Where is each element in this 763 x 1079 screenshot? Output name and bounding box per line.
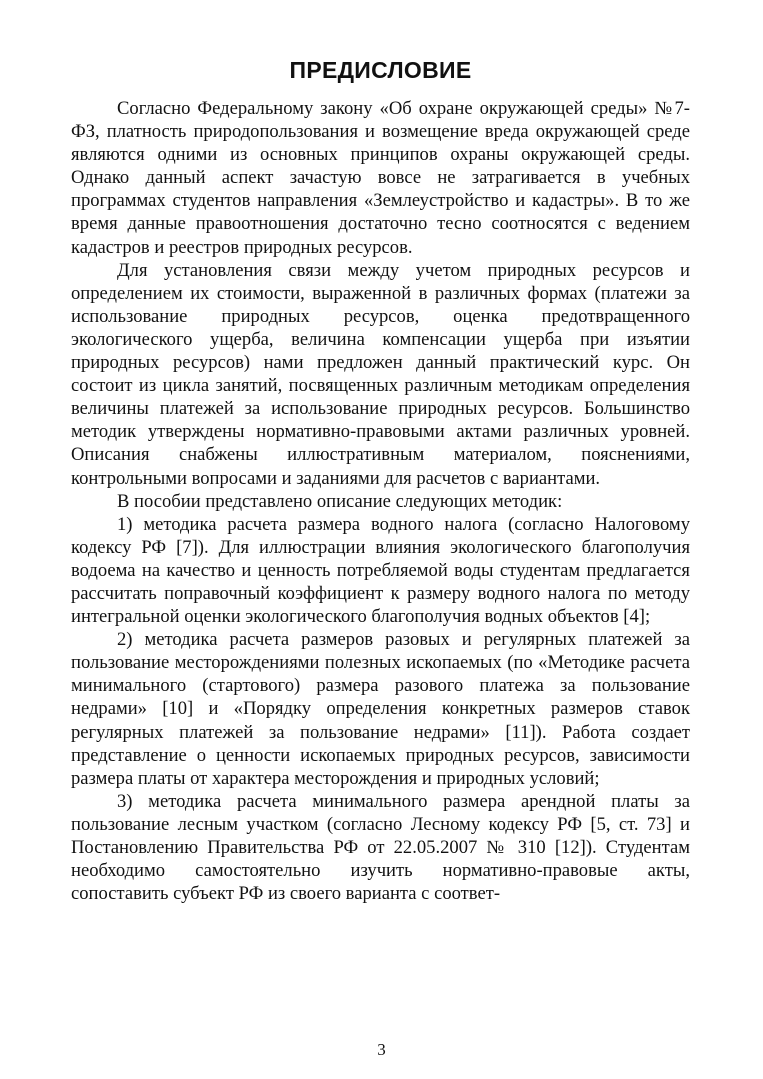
paragraph-intro: Согласно Федеральному закону «Об охране окружающей среды» №7-ФЗ, платность природопользования и возмещение вреда окружающей среде являются одними из основных принципов охраны окружающей среды. Однако данный аспект зачастую вовсе не затрагивается в учебных программах студентов направления «Землеустройство и кадастры». В то же время данные правоотношения достаточно тесно соотносятся с ведением кадастров и реестров природных ресурсов. xyxy=(71,98,690,258)
list-item-water-tax: 1) методика расчета размера водного налога (согласно Налоговому кодексу РФ [7]). Для иллюстрации влияния экологического благополучия водоема на качество и ценность потребляемой воды студентам предлагается рассчитать поправочный коэффициент к размеру водного налога по методу интегральной оценки экологического благополучия водных объектов [4]; xyxy=(71,513,690,628)
list-item-subsoil-payments: 2) методика расчета размеров разовых и регулярных платежей за пользование месторождениями полезных ископаемых (по «Методике расчета минимального (стартового) размера разового платежа за пользование недрами» [10] и «Порядку определения конкретных размеров ставок регулярных платежей за пользование недрами» [11]). Работа создает представление о ценности ископаемых природных ресурсов, зависимости размера платы от характера месторождения и природных условий; xyxy=(71,629,690,789)
paragraph-course-purpose: Для установления связи между учетом природных ресурсов и определением их стоимости, выраженной в различных формах (платежи за использование природных ресурсов, оценка предотвращенного экологического ущерба, величина компенсации ущерба при изъятии природных ресурсов) нами предложен данный практический курс. Он состоит из цикла занятий, посвященных различным методикам определения величины платежей за использование природных ресурсов. Большинство методик утверждены нормативно-правовыми актами различных уровней. Описания снабжены иллюстративным материалом, пояснениями, контрольными вопросами и заданиями для расчетов с вариантами. xyxy=(71,259,690,489)
page-title: ПРЕДИСЛОВИЕ xyxy=(289,57,472,83)
body-text xyxy=(71,97,690,905)
list-item-forest-rent: 3) методика расчета минимального размера арендной платы за пользование лесным участком (согласно Лесному кодексу РФ [5, ст. 73] и Постановлению Правительства РФ от 22.05.2007 № 310 [12]). Студентам необходимо самостоятельно изучить нормативно-правовые акты, сопоставить субъект РФ из своего варианта с соответ- xyxy=(71,790,690,905)
page-number: 3 xyxy=(377,1040,386,1059)
document-page xyxy=(71,55,690,905)
paragraph-methods-lead: В пособии представлено описание следующих методик: xyxy=(117,490,563,512)
